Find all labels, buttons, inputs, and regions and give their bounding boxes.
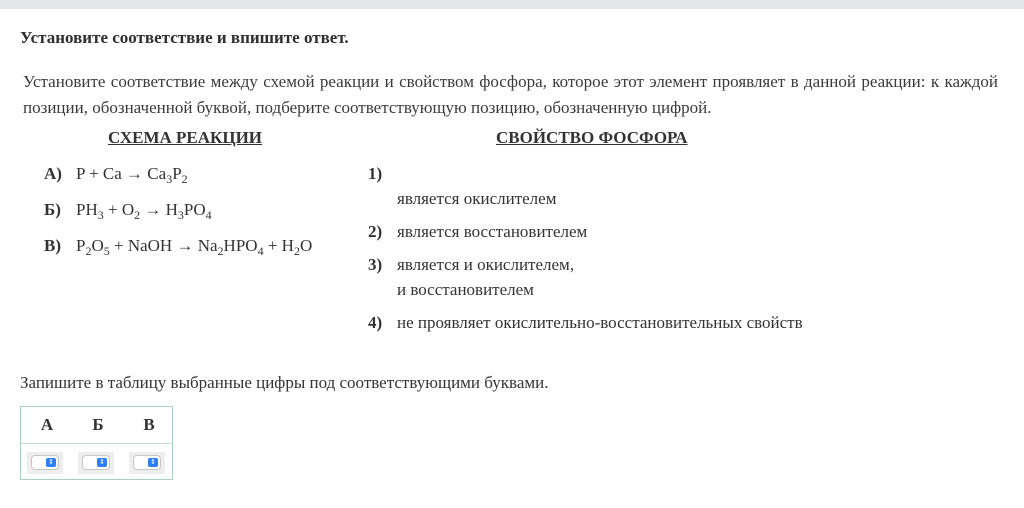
reaction-key: В) xyxy=(44,236,61,255)
answer-select-b[interactable] xyxy=(82,455,110,470)
answer-header-a: А xyxy=(40,415,54,434)
table-divider xyxy=(21,443,172,444)
reaction-formula: $P_2O_5$ + NaOH → $Na_2HPO_4 + H_2O$ xyxy=(76,236,313,258)
property-text-continued: и восстановителем xyxy=(397,280,534,299)
answer-select-c[interactable] xyxy=(133,455,161,470)
answer-instruction: Запишите в таблицу выбранные цифры под соответствующими буквами. xyxy=(20,373,549,392)
answer-header-b: Б xyxy=(92,415,104,434)
property-number: 4) xyxy=(368,313,383,332)
reaction-key: А) xyxy=(44,164,62,183)
property-text: является и окислителем, xyxy=(397,255,575,274)
answer-table xyxy=(20,406,173,480)
top-bar xyxy=(0,0,1024,9)
reaction-formula: $P + Ca \to Ca_3P_2$ xyxy=(76,164,188,186)
answer-cell-a xyxy=(27,452,63,474)
reaction-key: Б) xyxy=(44,200,61,219)
right-column-header: СВОЙСТВО ФОСФОРА xyxy=(496,128,688,147)
property-text: является окислителем xyxy=(397,189,557,208)
up-down-chevron-icon: ⇕ xyxy=(46,458,56,467)
answer-cell-c xyxy=(129,452,165,474)
property-number: 3) xyxy=(368,255,383,274)
property-number: 2) xyxy=(368,222,383,241)
answer-header-c: В xyxy=(143,415,155,434)
up-down-chevron-icon: ⇕ xyxy=(97,458,107,467)
property-text: является восстановителем xyxy=(397,222,588,241)
task-text: Установите соответствие между схемой реакции и свойством фосфора, которое этот элемент проявляет в данной реакции: к каждой позиции, обозначенной буквой, подберите соответствующую позицию, обозначенную цифрой. xyxy=(23,72,998,117)
answer-cell-b xyxy=(78,452,114,474)
property-text: не проявляет окислительно-восстановительных свойств xyxy=(397,313,803,332)
property-number: 1) xyxy=(368,164,383,183)
answer-select-a[interactable] xyxy=(31,455,59,470)
task-instruction: Установите соответствие и впишите ответ. xyxy=(20,28,349,47)
left-column-header: СХЕМА РЕАКЦИИ xyxy=(108,128,263,147)
up-down-chevron-icon: ⇕ xyxy=(148,458,158,467)
reaction-formula: $PH_3 + O_2 \to H_3PO_4$ xyxy=(76,200,212,222)
